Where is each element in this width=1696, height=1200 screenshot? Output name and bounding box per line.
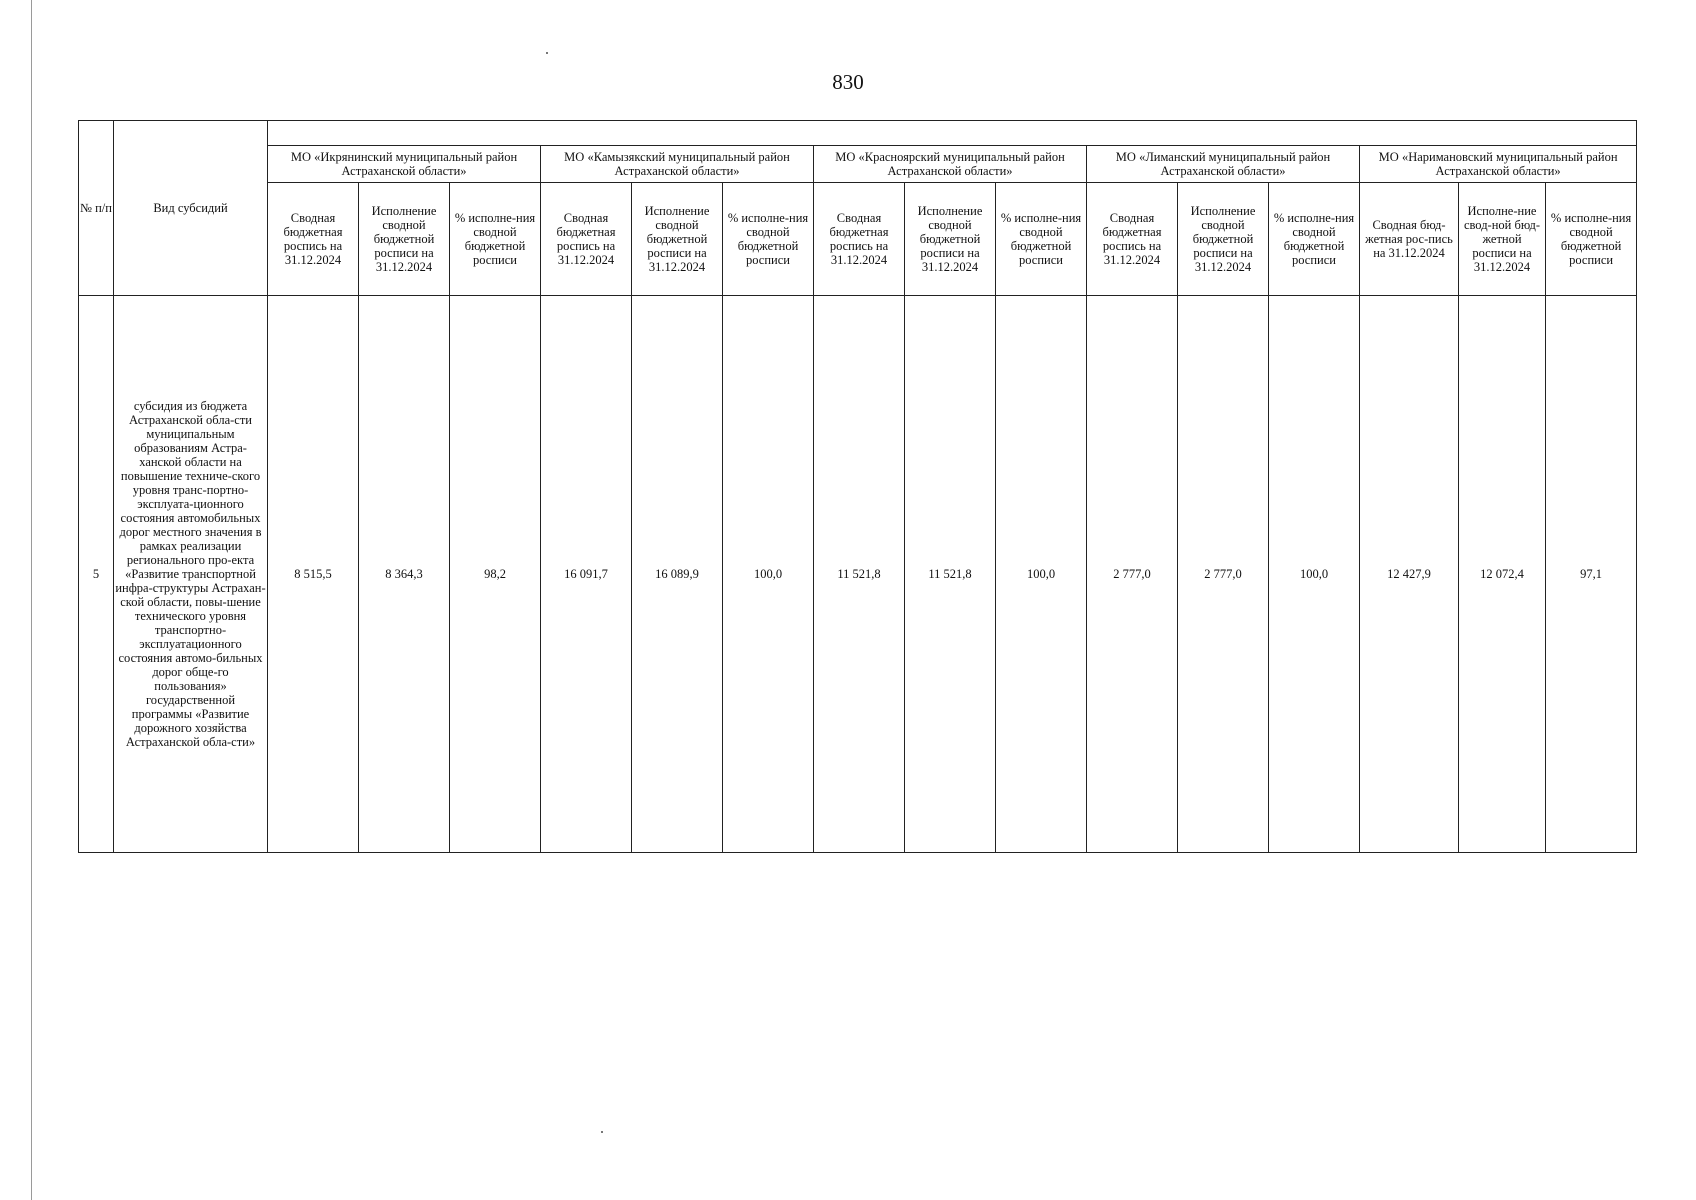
value-kamyzyaksky-plan: 16 091,7: [541, 296, 632, 853]
value-narimanovsky-percent: 97,1: [1546, 296, 1637, 853]
subheader-budget-plan: Сводная бюджетная роспись на 31.12.2024: [541, 183, 632, 296]
municipality-header-kamyzyaksky: МО «Камызякский муниципальный район Астраханской области»: [541, 146, 814, 183]
header-row-municipalities: [79, 146, 1637, 183]
header-row-subcolumns: [79, 183, 1637, 296]
value-krasnoyarsky-execution: 11 521,8: [905, 296, 996, 853]
municipality-header-krasnoyarsky: МО «Красноярский муниципальный район Астраханской области»: [814, 146, 1087, 183]
value-ikryaninsky-plan: 8 515,5: [268, 296, 359, 853]
value-limansky-percent: 100,0: [1269, 296, 1360, 853]
scan-speck: [601, 1131, 603, 1133]
subsidy-table: [78, 120, 1637, 853]
subheader-budget-execution: Исполнение сводной бюджетной росписи на 31.12.2024: [632, 183, 723, 296]
scan-edge-line: [31, 0, 32, 1200]
value-kamyzyaksky-execution: 16 089,9: [632, 296, 723, 853]
subheader-budget-execution: Исполнение сводной бюджетной росписи на 31.12.2024: [905, 183, 996, 296]
header-row-top: [79, 121, 1637, 146]
subheader-budget-plan: Сводная бюд-жетная рос-пись на 31.12.2024: [1360, 183, 1459, 296]
subheader-budget-plan: Сводная бюджетная роспись на 31.12.2024: [814, 183, 905, 296]
subheader-budget-plan: Сводная бюджетная роспись на 31.12.2024: [1087, 183, 1178, 296]
subheader-execution-percent: % исполне-ния сводной бюджетной росписи: [450, 183, 541, 296]
subheader-budget-execution: Исполнение сводной бюджетной росписи на 31.12.2024: [359, 183, 450, 296]
municipality-header-narimanovsky: МО «Наримановский муниципальный район Астраханской области»: [1360, 146, 1637, 183]
row-number: 5: [79, 296, 114, 853]
column-header-number: № п/п: [79, 121, 114, 296]
value-limansky-plan: 2 777,0: [1087, 296, 1178, 853]
subheader-execution-percent: % исполне-ния сводной бюджетной росписи: [723, 183, 814, 296]
subheader-budget-execution: Исполнение сводной бюджетной росписи на 31.12.2024: [1178, 183, 1269, 296]
municipality-header-ikryaninsky: МО «Икрянинский муниципальный район Астраханской области»: [268, 146, 541, 183]
subheader-execution-percent: % исполне-ния сводной бюджетной росписи: [996, 183, 1087, 296]
value-krasnoyarsky-percent: 100,0: [996, 296, 1087, 853]
value-ikryaninsky-percent: 98,2: [450, 296, 541, 853]
header-spacer-cell: [268, 121, 1637, 146]
value-narimanovsky-execution: 12 072,4: [1459, 296, 1546, 853]
subheader-execution-percent: % исполне-ния сводной бюджетной росписи: [1546, 183, 1637, 296]
scan-speck: [546, 52, 548, 54]
column-header-subsidy-type: Вид субсидий: [114, 121, 268, 296]
page-number: 830: [832, 70, 864, 94]
subheader-budget-execution: Исполне-ние свод-ной бюд-жетной росписи на 31.12.2024: [1459, 183, 1546, 296]
subsidy-description: субсидия из бюджета Астраханской обла-сти муниципальным образованиям Астра-ханской области на повышение техниче-ского уровня транс-портно-эксплуата-ционного состояния автомобильных дорог местного значения в рамках реализации регионального про-екта «Развитие транспортной инфра-структуры Астрахан-ской области, повы-шение технического уровня транспортно-эксплуатационного состояния автомо-бильных дорог обще-го пользования» государственной программы «Развитие дорожного хозяйства Астраханской обла-сти»: [114, 296, 268, 853]
value-kamyzyaksky-percent: 100,0: [723, 296, 814, 853]
value-ikryaninsky-execution: 8 364,3: [359, 296, 450, 853]
subheader-budget-plan: Сводная бюджетная роспись на 31.12.2024: [268, 183, 359, 296]
value-krasnoyarsky-plan: 11 521,8: [814, 296, 905, 853]
subheader-execution-percent: % исполне-ния сводной бюджетной росписи: [1269, 183, 1360, 296]
table-row: [79, 296, 1637, 853]
value-narimanovsky-plan: 12 427,9: [1360, 296, 1459, 853]
municipality-header-limansky: МО «Лиманский муниципальный район Астраханской области»: [1087, 146, 1360, 183]
value-limansky-execution: 2 777,0: [1178, 296, 1269, 853]
